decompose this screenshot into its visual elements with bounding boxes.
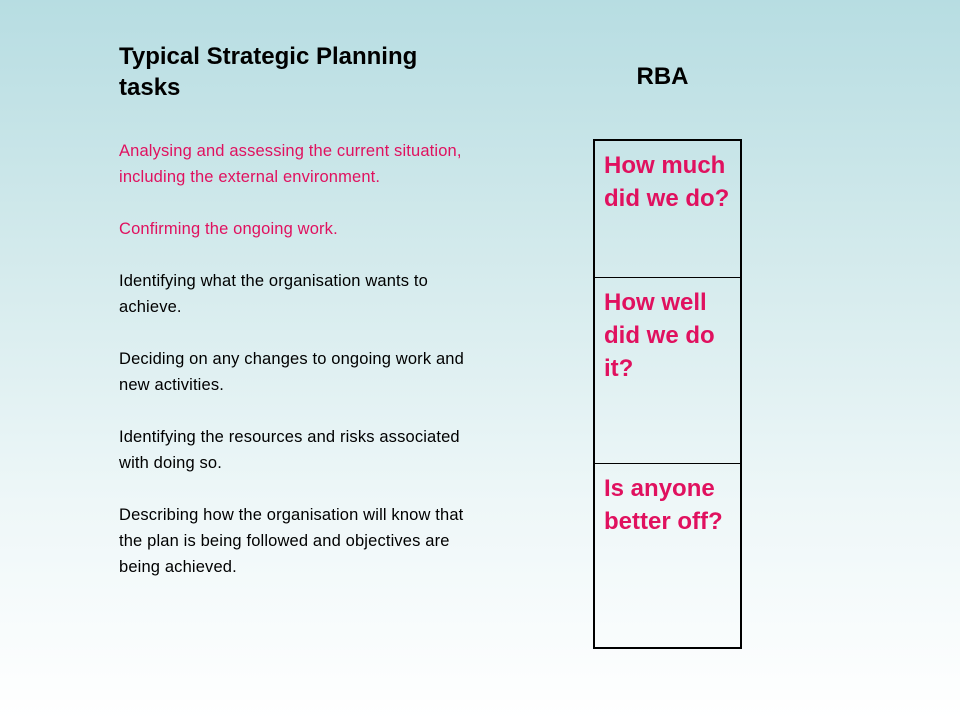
task-item-analysing: Analysing and assessing the current situation, including the external environment. (119, 142, 462, 186)
task-item-deciding-changes: Deciding on any changes to ongoing work and new activities. (119, 350, 464, 394)
rba-question-better-off: Is anyone better off? (604, 475, 723, 535)
rba-questions-table (593, 139, 742, 649)
rba-question-how-well: How well did we do it? (595, 278, 740, 464)
rba-question-how-much: How much did we do? (595, 141, 740, 278)
planning-tasks-title: Typical Strategic Planning tasks (119, 43, 418, 101)
task-item-identifying-resources: Identifying the resources and risks associated with doing so. (119, 428, 460, 472)
rba-title: RBA (636, 63, 689, 90)
task-item-describing-monitoring: Describing how the organisation will know that the plan is being followed and objectives are being achieved. (119, 506, 464, 576)
planning-tasks-list (119, 138, 479, 606)
task-item-identifying-goals: Identifying what the organisation wants to achieve. (119, 272, 428, 316)
task-item-confirming: Confirming the ongoing work. (119, 220, 338, 238)
